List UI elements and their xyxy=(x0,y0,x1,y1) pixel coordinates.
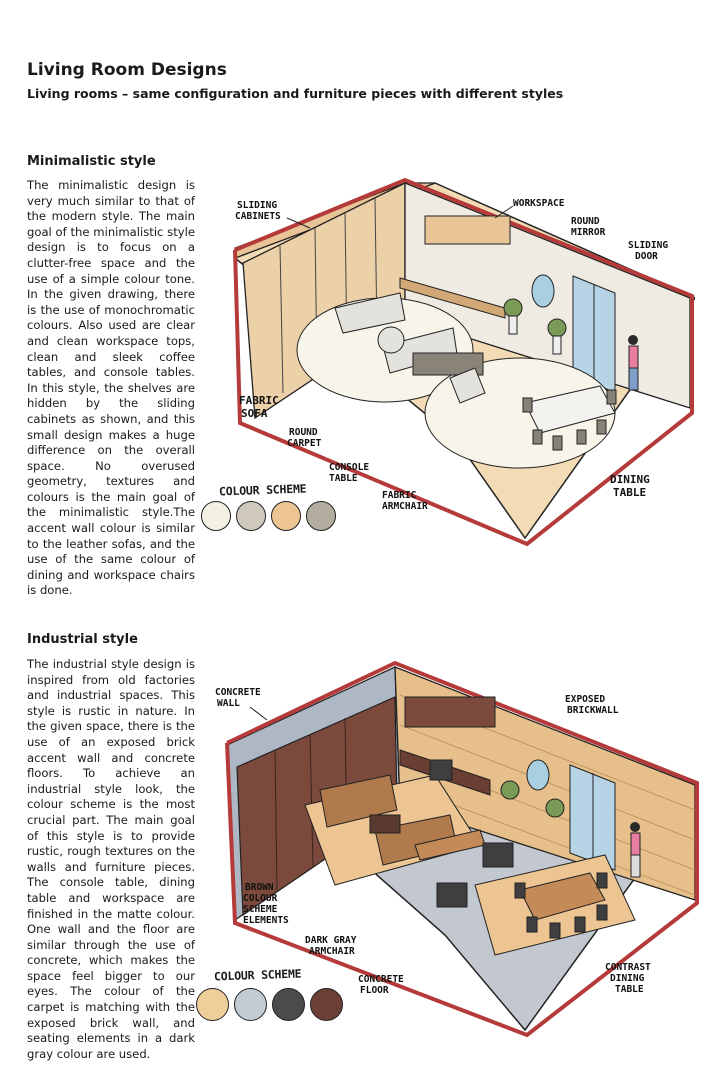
svg-text:CONCRETEFLOOR: CONCRETE FLOOR xyxy=(358,974,404,996)
svg-text:CONSOLETABLE: CONSOLE TABLE xyxy=(329,462,370,484)
svg-text:DININGTABLE: DINING TABLE xyxy=(610,473,650,499)
industrial-room-drawing xyxy=(205,655,700,1043)
minimalistic-colour-scheme-label: COLOUR SCHEME xyxy=(218,481,307,499)
svg-text:BROWNCOLOURSCHEMEELEMENTS: BROWN COLOUR SCHEME ELEMENTS xyxy=(243,882,289,926)
svg-text:EXPOSEDBRICKWALL: EXPOSED BRICKWALL xyxy=(565,694,619,716)
minimalistic-body: The minimalistic design is very much similar to that of the modern style. The main goal of the minimalistic style design is to focus on a clutter-free space and the use of a simple colour tone. In the given drawing, there is the use of monochromatic colours. Also used are clear and clean workspace tops, clean and sleek coffee tables, and console tables. In this style, the shelves are hidden by the sliding cabinets as shown, and this small design makes a huge difference on the overall space. No overused geometry, textures and colours is the main goal of the minimalistic style.The accent wall colour is similar to the leather sofas, and the use of the same colour of dining and workspace chairs is done. xyxy=(27,178,195,598)
svg-text:ROUNDCARPET: ROUND CARPET xyxy=(287,427,322,449)
industrial-body: The industrial style design is inspired from old factories and industrial spaces. This style is rustic in nature. In the given space, there is the use of an exposed brick accent wall and concrete floors. To achieve an industrial style look, the colour scheme is the most crucial part. The main goal of this style is to provide rustic, rough textures on the walls and furniture pieces. The console table, dining table and workspace are finished in the matte colour. One wall and the floor are similar through the use of concrete, which makes the space feel bigger to our eyes. The colour of the carpet is matching with the exposed brick wall, and seating elements in a dark gray colour are used. xyxy=(27,657,195,1061)
industrial-heading: Industrial style xyxy=(27,632,138,647)
page-subtitle: Living rooms – same configuration and furniture pieces with different styles xyxy=(27,86,564,101)
minimalistic-heading: Minimalistic style xyxy=(27,154,156,169)
svg-text:FABRICSOFA: FABRIC SOFA xyxy=(239,394,279,420)
minimalistic-room-drawing xyxy=(195,168,695,550)
page-title: Living Room Designs xyxy=(27,60,227,80)
svg-text:DARK GRAYARMCHAIR: DARK GRAY ARMCHAIR xyxy=(305,935,357,957)
industrial-colour-scheme-label: COLOUR SCHEME xyxy=(213,966,302,984)
svg-text:FABRICARMCHAIR: FABRIC ARMCHAIR xyxy=(382,490,428,512)
svg-text:CONTRASTDININGTABLE: CONTRAST DINING TABLE xyxy=(605,962,651,995)
svg-text:SLIDINGDOOR: SLIDING DOOR xyxy=(628,240,669,262)
svg-text:ROUNDMIRROR: ROUND MIRROR xyxy=(571,216,606,238)
svg-text:CONCRETEWALL: CONCRETE WALL xyxy=(215,687,261,709)
svg-text:WORKSPACE: WORKSPACE xyxy=(513,198,565,209)
svg-text:SLIDINGCABINETS: SLIDING CABINETS xyxy=(235,200,281,222)
